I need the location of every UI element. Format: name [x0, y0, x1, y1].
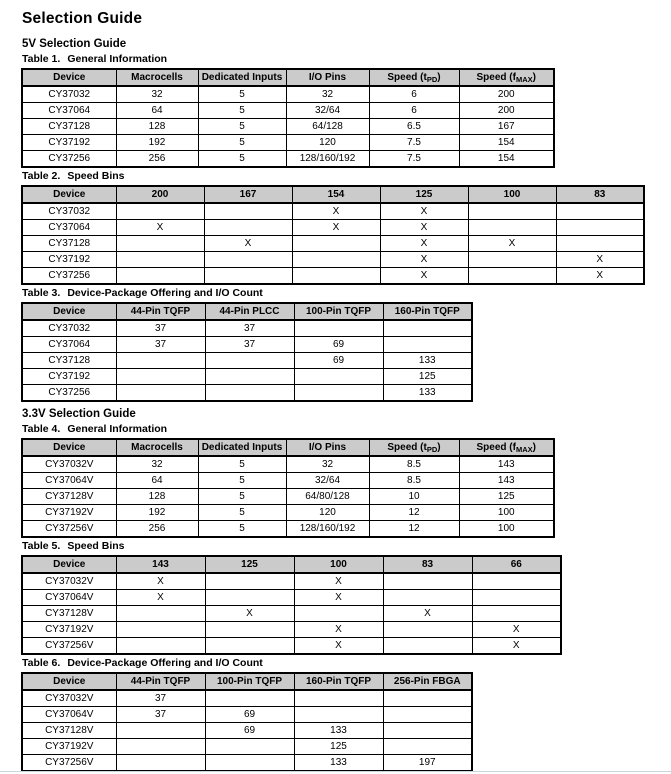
table-cell: 256	[116, 521, 198, 538]
table-cell	[468, 252, 556, 268]
table-cell	[116, 622, 205, 638]
table-cell: 5	[198, 489, 286, 505]
table-caption-title: General Information	[67, 53, 168, 65]
table-cell: X	[116, 573, 205, 590]
header-row	[22, 556, 561, 573]
column-header: 125	[380, 186, 468, 203]
table-cell: 10	[369, 489, 459, 505]
table-cell	[205, 690, 294, 707]
table-cell: 64	[116, 473, 198, 489]
table-cell: 12	[369, 521, 459, 538]
table-caption-3	[22, 287, 671, 300]
table-cell: 128	[116, 489, 198, 505]
table-cell: 69	[205, 707, 294, 723]
table-row	[22, 739, 472, 755]
table-cell: 120	[286, 135, 369, 151]
table-caption-2	[22, 170, 671, 183]
table-cell: X	[204, 236, 292, 252]
table-row	[22, 606, 561, 622]
table-cell: 7.5	[369, 151, 459, 168]
table-cell: X	[380, 252, 468, 268]
table-cell	[383, 590, 472, 606]
section-heading-3v3: 3.3V Selection Guide	[22, 408, 136, 420]
table-row	[22, 135, 554, 151]
general-information-table-3v3	[21, 438, 555, 538]
table-cell	[383, 707, 472, 723]
table-cell: 167	[459, 119, 554, 135]
table-caption-label: Table 2.	[22, 170, 61, 182]
device-cell: CY37128V	[22, 489, 116, 505]
device-cell: CY37032	[22, 203, 116, 220]
table-cell	[205, 739, 294, 755]
table-caption-6	[22, 657, 671, 670]
table-cell: 256	[116, 151, 198, 168]
column-header: 256-Pin FBGA	[383, 673, 472, 690]
device-cell: CY37032	[22, 86, 116, 103]
package-offering-table-3v3	[21, 672, 473, 772]
column-header: 83	[383, 556, 472, 573]
table-cell: 32	[116, 456, 198, 473]
column-header: Device	[22, 69, 116, 86]
device-cell: CY37032V	[22, 456, 116, 473]
column-header: Dedicated Inputs	[198, 69, 286, 86]
table-cell	[204, 252, 292, 268]
section-heading-5v: 5V Selection Guide	[22, 38, 127, 50]
table-cell	[383, 320, 472, 337]
table-cell	[292, 236, 380, 252]
table-cell: 154	[459, 151, 554, 168]
column-header: 44-Pin PLCC	[205, 303, 294, 320]
table-row	[22, 573, 561, 590]
table-cell: 200	[459, 103, 554, 119]
table-cell	[294, 320, 383, 337]
column-header: 100	[468, 186, 556, 203]
column-header: Device	[22, 186, 116, 203]
table-cell: 128/160/192	[286, 151, 369, 168]
table-row	[22, 456, 554, 473]
table-caption-title: Device-Package Offering and I/O Count	[67, 657, 263, 669]
table-cell: 32/64	[286, 103, 369, 119]
table-cell	[205, 622, 294, 638]
device-cell: CY37128V	[22, 606, 116, 622]
table-cell	[468, 220, 556, 236]
device-cell: CY37128V	[22, 723, 116, 739]
page-title: Selection Guide	[22, 10, 143, 27]
table-row	[22, 723, 472, 739]
table-cell: 143	[459, 473, 554, 489]
table-cell: 12	[369, 505, 459, 521]
device-cell: CY37192V	[22, 505, 116, 521]
table-cell	[205, 573, 294, 590]
column-header: 100	[294, 556, 383, 573]
table-row	[22, 268, 644, 285]
table-row	[22, 489, 554, 505]
column-header: 143	[116, 556, 205, 573]
table-cell: 133	[383, 385, 472, 402]
table-cell	[116, 203, 204, 220]
device-cell: CY37192	[22, 369, 116, 385]
table-cell: 125	[294, 739, 383, 755]
table-cell	[116, 606, 205, 622]
table-cell: X	[556, 268, 644, 285]
table-cell	[116, 353, 205, 369]
table-cell	[556, 236, 644, 252]
table-cell: 125	[383, 369, 472, 385]
column-header: 100-Pin TQFP	[205, 673, 294, 690]
section-3v3	[21, 407, 671, 772]
table-cell: X	[468, 236, 556, 252]
device-cell: CY37256V	[22, 638, 116, 655]
table-cell	[205, 638, 294, 655]
table-cell: 5	[198, 135, 286, 151]
table-cell	[556, 220, 644, 236]
column-header: Dedicated Inputs	[198, 439, 286, 456]
table-cell: 100	[459, 505, 554, 521]
table-cell: 6.5	[369, 119, 459, 135]
table-row	[22, 690, 472, 707]
column-header: I/O Pins	[286, 69, 369, 86]
header-row	[22, 303, 472, 320]
table-cell: 5	[198, 151, 286, 168]
table-cell: 120	[286, 505, 369, 521]
table-cell: X	[294, 590, 383, 606]
table-cell	[116, 723, 205, 739]
table-caption-5	[22, 540, 671, 553]
table-cell	[116, 268, 204, 285]
table-cell: 200	[459, 86, 554, 103]
table-cell: 69	[205, 723, 294, 739]
table-cell: 32	[286, 86, 369, 103]
package-offering-table-5v	[21, 302, 473, 402]
table-row	[22, 86, 554, 103]
column-header: 83	[556, 186, 644, 203]
header-row	[22, 439, 554, 456]
column-header: Macrocells	[116, 439, 198, 456]
table-cell	[205, 590, 294, 606]
table-cell: 192	[116, 505, 198, 521]
table-cell	[383, 723, 472, 739]
table-cell	[383, 739, 472, 755]
table-cell: X	[292, 220, 380, 236]
column-header: 167	[204, 186, 292, 203]
table-cell	[472, 573, 561, 590]
table-cell: X	[294, 622, 383, 638]
header-row	[22, 186, 644, 203]
table-cell	[116, 385, 205, 402]
table-cell	[116, 755, 205, 772]
device-cell: CY37192	[22, 252, 116, 268]
table-cell: 143	[459, 456, 554, 473]
table-cell	[205, 369, 294, 385]
column-header: Speed $(t_{PD})$	[369, 69, 459, 86]
table-caption-title: Speed Bins	[67, 540, 125, 552]
table-cell	[383, 690, 472, 707]
column-header: 44-Pin TQFP	[116, 303, 205, 320]
table-row	[22, 151, 554, 168]
table-cell: X	[380, 268, 468, 285]
table-cell	[383, 573, 472, 590]
table-cell: 5	[198, 473, 286, 489]
table-cell	[383, 638, 472, 655]
table-cell: X	[472, 622, 561, 638]
table-row	[22, 521, 554, 538]
device-cell: CY37032	[22, 320, 116, 337]
table-cell	[294, 707, 383, 723]
table-row	[22, 103, 554, 119]
table-cell: 128	[116, 119, 198, 135]
device-cell: CY37128	[22, 119, 116, 135]
general-information-table-5v	[21, 68, 555, 168]
device-cell: CY37256	[22, 268, 116, 285]
table-caption-title: General Information	[67, 423, 168, 435]
table-cell: 133	[294, 723, 383, 739]
table-cell	[383, 337, 472, 353]
table-row	[22, 505, 554, 521]
table-cell: 5	[198, 505, 286, 521]
device-cell: CY37032V	[22, 690, 116, 707]
table-cell: 69	[294, 353, 383, 369]
table-cell: 6	[369, 86, 459, 103]
table-cell	[204, 268, 292, 285]
table-cell: 8.5	[369, 456, 459, 473]
device-cell: CY37064	[22, 103, 116, 119]
table-cell: X	[556, 252, 644, 268]
column-header: Device	[22, 439, 116, 456]
column-header: Speed $(t_{PD})$	[369, 439, 459, 456]
table-cell: 5	[198, 521, 286, 538]
table-cell: X	[380, 220, 468, 236]
table-cell: 125	[459, 489, 554, 505]
table-cell	[472, 590, 561, 606]
table-row	[22, 236, 644, 252]
table-row	[22, 638, 561, 655]
column-header: Speed $(f_{MAX})$	[459, 439, 554, 456]
table-cell: 128/160/192	[286, 521, 369, 538]
table-row	[22, 369, 472, 385]
column-header: Device	[22, 556, 116, 573]
table-cell	[116, 236, 204, 252]
table-cell: 100	[459, 521, 554, 538]
table-cell	[294, 369, 383, 385]
table-cell: 197	[383, 755, 472, 772]
page-bottom-edge	[0, 771, 671, 772]
table-cell: X	[116, 590, 205, 606]
table-cell: 37	[116, 337, 205, 353]
table-cell: 64	[116, 103, 198, 119]
column-header: Speed $(f_{MAX})$	[459, 69, 554, 86]
table-cell: X	[380, 203, 468, 220]
table-cell: 154	[459, 135, 554, 151]
device-cell: CY37256	[22, 385, 116, 402]
table-cell: 37	[116, 690, 205, 707]
table-caption-label: Table 5.	[22, 540, 61, 552]
table-cell: 192	[116, 135, 198, 151]
header-row	[22, 673, 472, 690]
device-cell: CY37128	[22, 236, 116, 252]
device-cell: CY37256	[22, 151, 116, 168]
table-cell	[116, 369, 205, 385]
device-cell: CY37192V	[22, 622, 116, 638]
table-cell	[116, 252, 204, 268]
table-caption-1	[22, 53, 671, 66]
table-cell: 5	[198, 86, 286, 103]
table-caption-title: Device-Package Offering and I/O Count	[67, 287, 263, 299]
device-cell: CY37064V	[22, 590, 116, 606]
table-cell: X	[116, 220, 204, 236]
device-cell: CY37064V	[22, 707, 116, 723]
table-cell: 64/80/128	[286, 489, 369, 505]
column-header: Device	[22, 673, 116, 690]
table-cell	[292, 252, 380, 268]
device-cell: CY37064V	[22, 473, 116, 489]
table-cell	[204, 220, 292, 236]
table-cell	[205, 353, 294, 369]
column-header: 160-Pin TQFP	[383, 303, 472, 320]
device-cell: CY37192V	[22, 739, 116, 755]
table-cell	[472, 606, 561, 622]
table-cell: 32	[116, 86, 198, 103]
device-cell: CY37032V	[22, 573, 116, 590]
table-cell: 69	[294, 337, 383, 353]
table-cell: 5	[198, 103, 286, 119]
device-cell: CY37128	[22, 353, 116, 369]
table-cell	[383, 622, 472, 638]
table-row	[22, 707, 472, 723]
table-cell: 37	[205, 337, 294, 353]
table-caption-title: Speed Bins	[67, 170, 125, 182]
table-cell	[292, 268, 380, 285]
column-header: 154	[292, 186, 380, 203]
column-header: 100-Pin TQFP	[294, 303, 383, 320]
table-cell	[294, 385, 383, 402]
table-cell	[116, 638, 205, 655]
section-5v	[21, 37, 671, 402]
table-caption-label: Table 6.	[22, 657, 61, 669]
table-cell: 37	[116, 707, 205, 723]
table-row	[22, 203, 644, 220]
table-row	[22, 622, 561, 638]
table-row	[22, 119, 554, 135]
table-caption-label: Table 3.	[22, 287, 61, 299]
table-cell	[205, 385, 294, 402]
device-cell: CY37256V	[22, 755, 116, 772]
device-cell: CY37064	[22, 337, 116, 353]
table-cell	[205, 755, 294, 772]
table-cell: 133	[294, 755, 383, 772]
table-cell: 37	[116, 320, 205, 337]
table-cell: X	[292, 203, 380, 220]
speed-bins-table-3v3	[21, 555, 562, 655]
table-row	[22, 755, 472, 772]
table-row	[22, 220, 644, 236]
table-row	[22, 252, 644, 268]
column-header: 200	[116, 186, 204, 203]
table-cell: 133	[383, 353, 472, 369]
table-cell: 7.5	[369, 135, 459, 151]
column-header: 66	[472, 556, 561, 573]
table-row	[22, 385, 472, 402]
table-row	[22, 590, 561, 606]
table-row	[22, 353, 472, 369]
table-cell: X	[383, 606, 472, 622]
device-cell: CY37064	[22, 220, 116, 236]
table-caption-label: Table 4.	[22, 423, 61, 435]
table-caption-4	[22, 423, 671, 436]
table-cell: 5	[198, 456, 286, 473]
table-cell: 32	[286, 456, 369, 473]
table-cell: X	[380, 236, 468, 252]
column-header: I/O Pins	[286, 439, 369, 456]
speed-bins-table-5v	[21, 185, 645, 285]
table-cell	[116, 739, 205, 755]
table-cell: X	[294, 638, 383, 655]
table-row	[22, 473, 554, 489]
table-cell: X	[472, 638, 561, 655]
table-cell: 32/64	[286, 473, 369, 489]
table-cell: 64/128	[286, 119, 369, 135]
table-cell: 37	[205, 320, 294, 337]
column-header: Device	[22, 303, 116, 320]
device-cell: CY37192	[22, 135, 116, 151]
table-cell: X	[294, 573, 383, 590]
table-cell: 6	[369, 103, 459, 119]
table-cell	[294, 690, 383, 707]
table-cell	[556, 203, 644, 220]
device-cell: CY37256V	[22, 521, 116, 538]
table-cell	[468, 268, 556, 285]
table-cell	[204, 203, 292, 220]
table-cell: 8.5	[369, 473, 459, 489]
table-row	[22, 320, 472, 337]
header-row	[22, 69, 554, 86]
table-cell	[468, 203, 556, 220]
column-header: 160-Pin TQFP	[294, 673, 383, 690]
column-header: 44-Pin TQFP	[116, 673, 205, 690]
table-cell: X	[205, 606, 294, 622]
column-header: Macrocells	[116, 69, 198, 86]
table-cell	[294, 606, 383, 622]
table-cell: 5	[198, 119, 286, 135]
table-caption-label: Table 1.	[22, 53, 61, 65]
table-row	[22, 337, 472, 353]
column-header: 125	[205, 556, 294, 573]
